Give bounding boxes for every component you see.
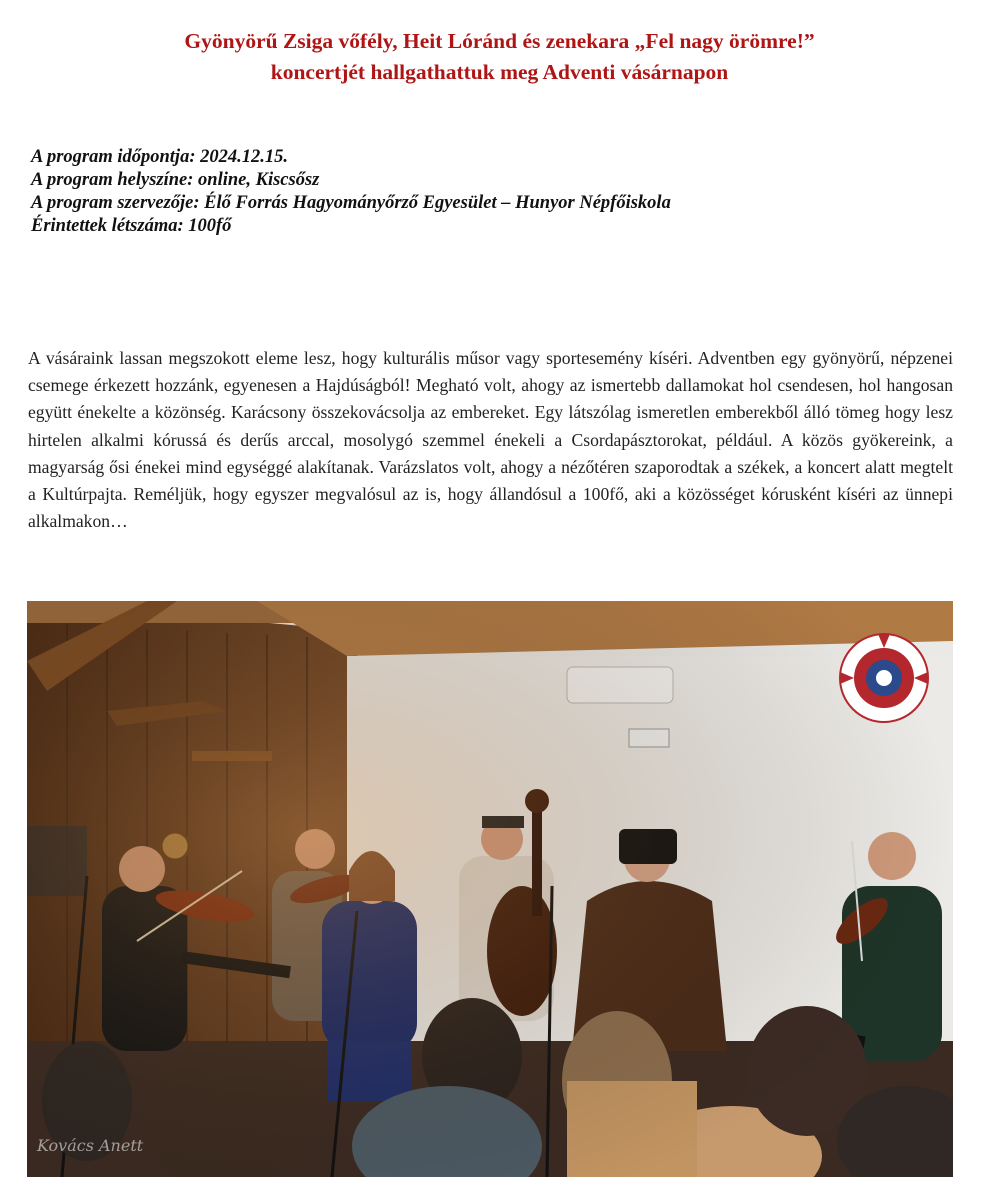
title-line-2: koncertjét hallgathattuk meg Adventi vásárnapon [270, 60, 729, 84]
organization-logo [840, 634, 928, 722]
program-date: A program időpontja: 2024.12.15. [31, 147, 288, 167]
concert-photo [27, 601, 953, 1177]
program-participants: Érintettek létszáma: 100fő [31, 216, 232, 236]
photographer-signature: Kovács Anett [37, 1136, 144, 1155]
program-location: A program helyszíne: online, Kiscsősz [31, 170, 320, 190]
article-paragraph: A vásáraink lassan megszokott eleme lesz, hogy kulturális műsor vagy sportesemény kíséri. Adventben egy gyönyörű, népzenei csemege érkezett hozzánk, egyenesen a Hajdúságból! Megható volt, ahogy az ismertebb dallamokat hol csendesen, hol hangosan együtt énekelte a közönség. Karácsony összekovácsolja az embereket. Egy látszólag ismeretlen emberekből álló tömeg hogy lesz hirtelen alkalmi kórussá és derűs arccal, mosolygó szemmel énekeli a Csordapásztorokat, például. A közös gyökereink, a magyarság ősi énekei mind egységgé alakítanak. Varázslatos volt, ahogy a nézőtéren szaporodtak a székek, a koncert alatt megtelt a Kultúrpajta. Reméljük, hogy egyszer megvalósul az is, hogy állandósul a 100fő, aki a közösséget kórusként kíséri az ünnepi alkalmakon… [28, 348, 953, 532]
page-title [0, 26, 999, 88]
title-line-1: Gyönyörű Zsiga vőfély, Heit Lóránd és zenekara „Fel nagy örömre!” [184, 29, 815, 53]
concert-scene [27, 601, 953, 1177]
program-details [31, 146, 671, 238]
program-organizer: A program szervezője: Élő Forrás Hagyományőrző Egyesület – Hunyor Népfőiskola [31, 193, 671, 213]
